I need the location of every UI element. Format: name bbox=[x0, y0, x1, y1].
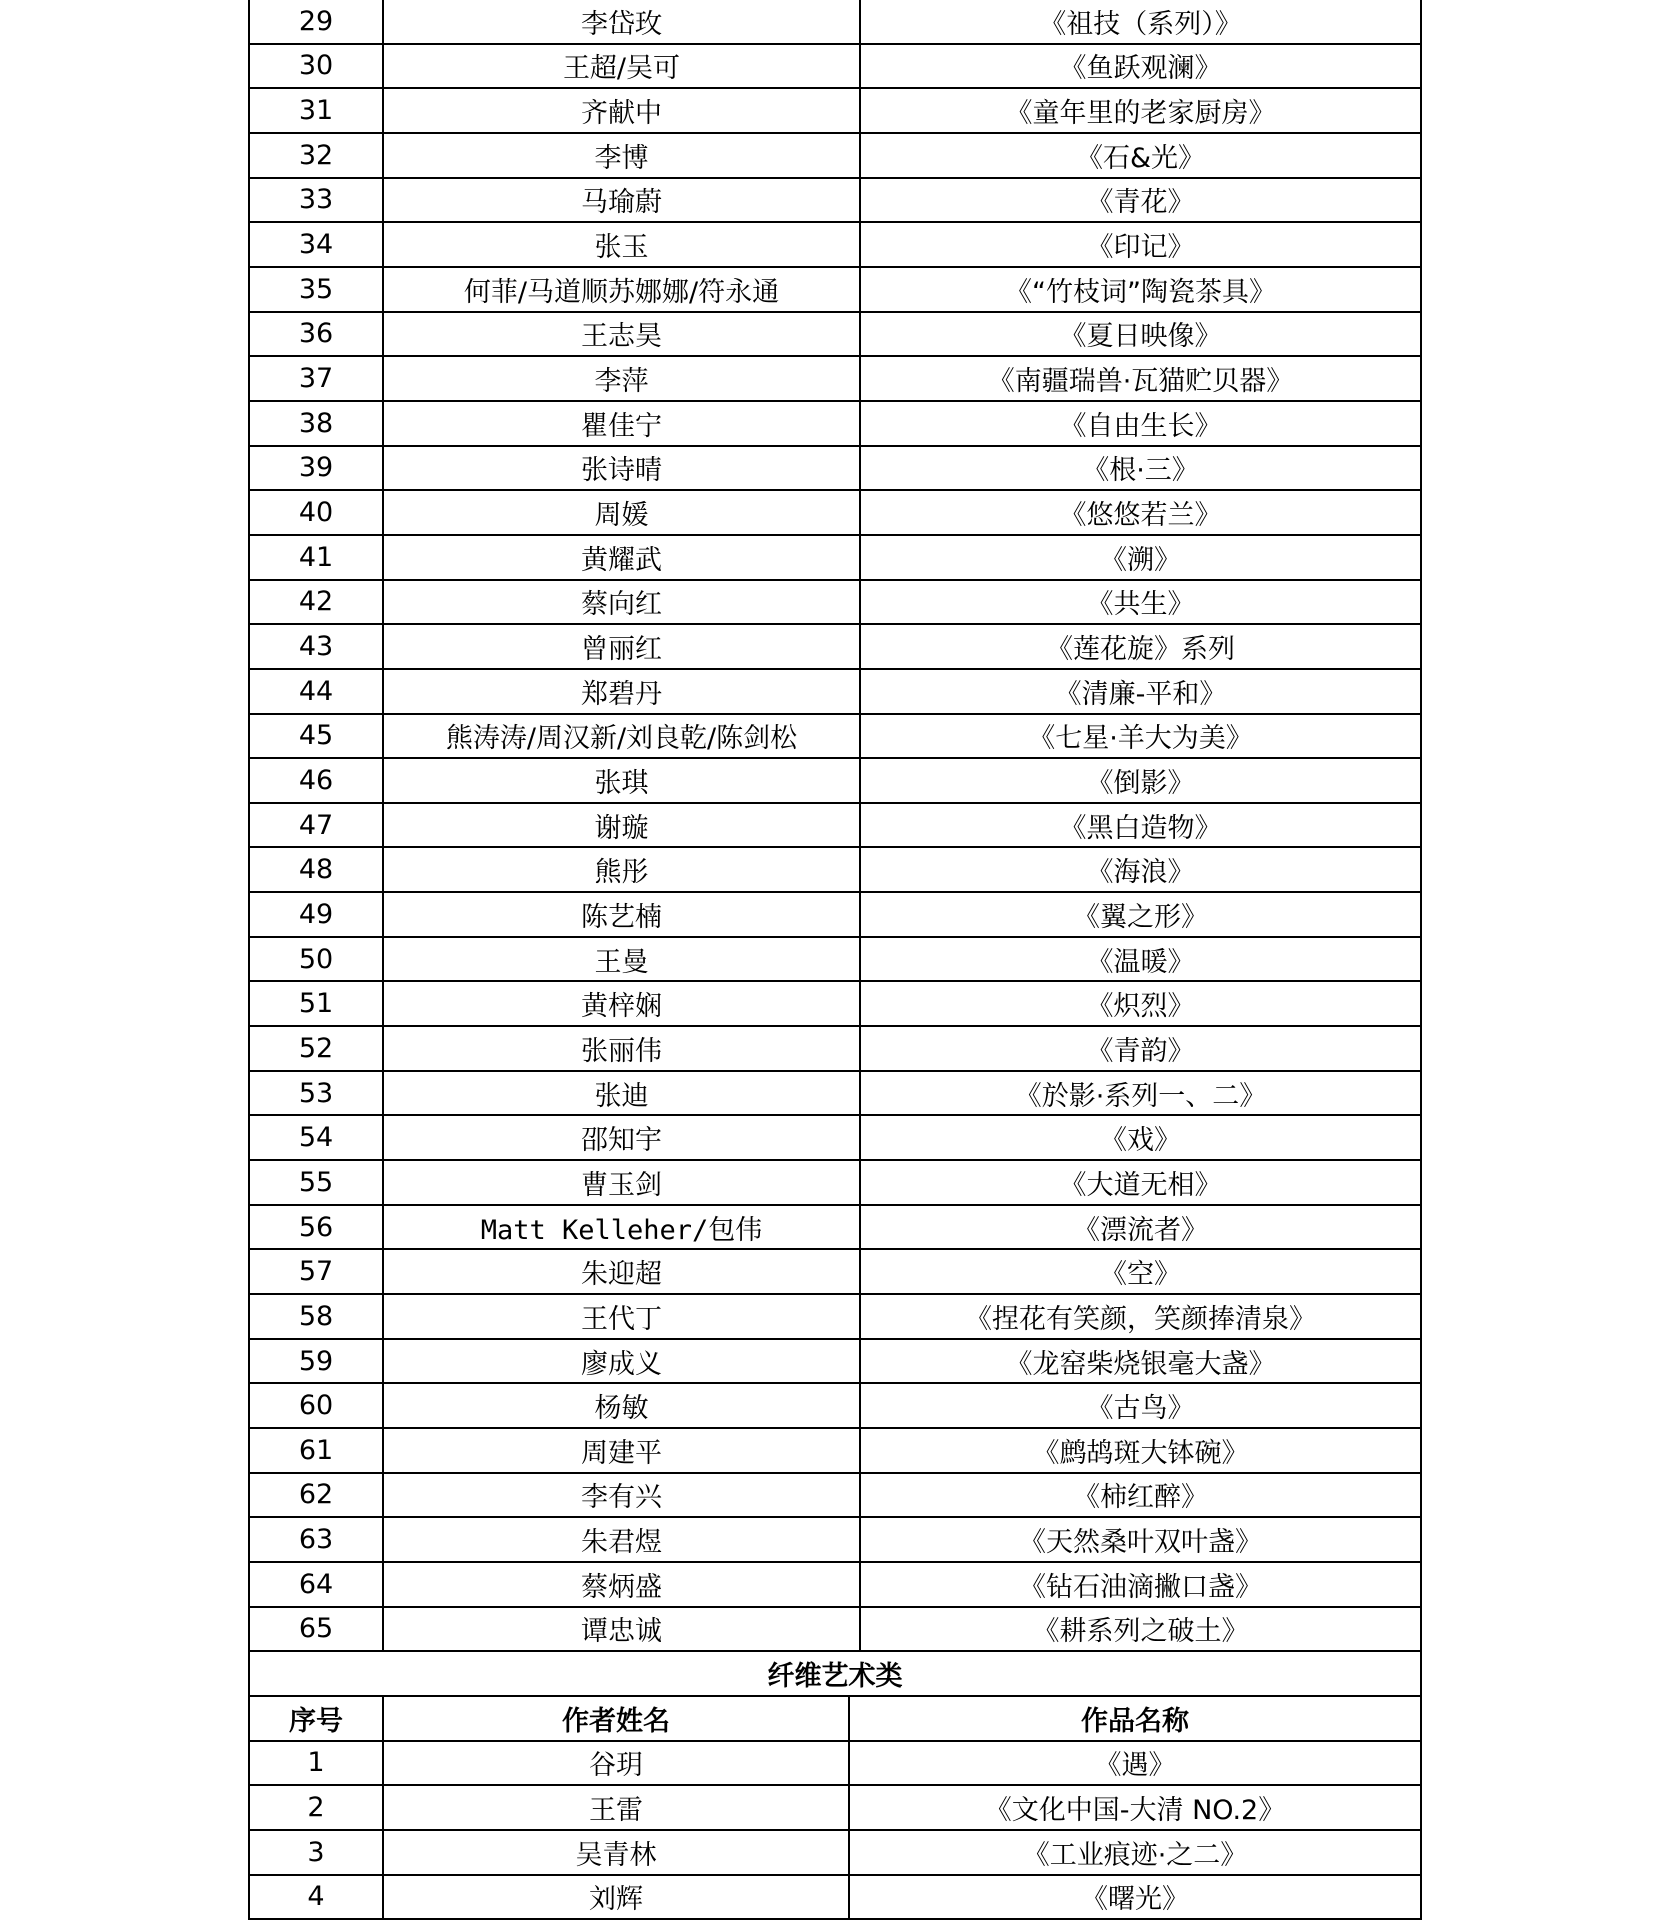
work-title: 《自由生长》 bbox=[1059, 410, 1222, 442]
table-row bbox=[248, 1206, 1422, 1251]
table-row bbox=[248, 536, 1422, 581]
author-name: 谷玥 bbox=[384, 1742, 850, 1785]
row-number: 39 bbox=[250, 447, 384, 490]
table-row bbox=[248, 491, 1422, 536]
row-number: 38 bbox=[250, 402, 384, 445]
work-title: 《青花》 bbox=[1086, 187, 1195, 219]
author-name: 周媛 bbox=[384, 491, 861, 534]
table-row bbox=[248, 268, 1422, 313]
row-number: 54 bbox=[250, 1116, 384, 1159]
table-row bbox=[248, 1518, 1422, 1563]
row-number: 59 bbox=[250, 1340, 384, 1383]
row-number: 40 bbox=[250, 491, 384, 534]
row-number: 36 bbox=[250, 313, 384, 356]
author-name: 王代丁 bbox=[384, 1295, 861, 1338]
table-row bbox=[248, 1429, 1422, 1474]
table-row bbox=[248, 0, 1422, 45]
row-number: 61 bbox=[250, 1429, 384, 1472]
row-number: 42 bbox=[250, 581, 384, 624]
table-row bbox=[248, 402, 1422, 447]
header-author: 作者姓名 bbox=[384, 1697, 850, 1740]
work-title: 《天然桑叶双叶盏》 bbox=[1019, 1527, 1262, 1559]
row-number: 4 bbox=[250, 1876, 384, 1919]
author-name: 齐献中 bbox=[384, 89, 861, 132]
table-row bbox=[248, 670, 1422, 715]
author-name: 谢璇 bbox=[384, 804, 861, 847]
row-number: 30 bbox=[250, 45, 384, 88]
table-row bbox=[248, 1742, 1422, 1787]
row-number: 46 bbox=[250, 759, 384, 802]
table-row bbox=[248, 134, 1422, 179]
table-row bbox=[248, 625, 1422, 670]
row-number: 1 bbox=[250, 1742, 384, 1785]
section-row-fiber bbox=[248, 1652, 1422, 1697]
row-number: 43 bbox=[250, 625, 384, 668]
row-number: 33 bbox=[250, 179, 384, 222]
header-work: 作品名称 bbox=[1081, 1705, 1189, 1737]
row-number: 49 bbox=[250, 893, 384, 936]
section-title: 纤维艺术类 bbox=[767, 1661, 903, 1693]
work-title: 《莲花旋》系列 bbox=[1046, 634, 1235, 666]
author-name: 陈艺楠 bbox=[384, 893, 861, 936]
author-name: 李萍 bbox=[384, 357, 861, 400]
table-row bbox=[248, 715, 1422, 760]
fiber-rows bbox=[248, 1742, 1422, 1921]
table-row bbox=[248, 1876, 1422, 1921]
author-name: 张琪 bbox=[384, 759, 861, 802]
author-name: 周建平 bbox=[384, 1429, 861, 1472]
table-row bbox=[248, 759, 1422, 804]
work-title: 《曙光》 bbox=[1081, 1884, 1189, 1916]
table-row bbox=[248, 1384, 1422, 1429]
work-title: 《古鸟》 bbox=[1086, 1393, 1195, 1425]
work-title: 《温暖》 bbox=[1086, 946, 1195, 978]
work-title: 《共生》 bbox=[1086, 589, 1195, 621]
author-name: 吴青林 bbox=[384, 1831, 850, 1874]
author-name: Matt Kelleher/包伟 bbox=[384, 1206, 861, 1249]
author-name: 杨敏 bbox=[384, 1384, 861, 1427]
work-title: 《印记》 bbox=[1086, 232, 1195, 264]
author-name: 何菲/马道顺苏娜娜/符永通 bbox=[384, 268, 861, 311]
work-title: 《文化中国-大清 NO.2》 bbox=[984, 1795, 1286, 1827]
award-list-table bbox=[248, 0, 1422, 1920]
table-row bbox=[248, 1295, 1422, 1340]
author-name: 廖成义 bbox=[384, 1340, 861, 1383]
work-title: 《祖技（系列）》 bbox=[1039, 8, 1242, 40]
author-name: 曾丽红 bbox=[384, 625, 861, 668]
table-row bbox=[248, 357, 1422, 402]
ceramics-rows bbox=[248, 0, 1422, 1652]
work-title: 《鹧鸪斑大钵碗》 bbox=[1032, 1437, 1249, 1469]
author-name: 李博 bbox=[384, 134, 861, 177]
table-row bbox=[248, 1608, 1422, 1653]
table-row bbox=[248, 848, 1422, 893]
work-title: 《青韵》 bbox=[1086, 1035, 1195, 1067]
table-row bbox=[248, 89, 1422, 134]
row-number: 32 bbox=[250, 134, 384, 177]
row-number: 3 bbox=[250, 1831, 384, 1874]
row-number: 58 bbox=[250, 1295, 384, 1338]
author-name: 王曼 bbox=[384, 938, 861, 981]
table-row bbox=[248, 1831, 1422, 1876]
row-number: 56 bbox=[250, 1206, 384, 1249]
author-name: 王志昊 bbox=[384, 313, 861, 356]
author-name: 瞿佳宁 bbox=[384, 402, 861, 445]
author-name: 张诗晴 bbox=[384, 447, 861, 490]
work-title: 《七星·羊大为美》 bbox=[1028, 723, 1253, 755]
work-title: 《南疆瑞兽·瓦猫贮贝器》 bbox=[987, 366, 1294, 398]
author-name: 熊涛涛/周汉新/刘良乾/陈剑松 bbox=[384, 715, 861, 758]
work-title: 《捏花有笑颜，笑颜捧清泉》 bbox=[965, 1303, 1316, 1335]
author-name: 黄梓娴 bbox=[384, 982, 861, 1025]
author-name: 张玉 bbox=[384, 223, 861, 266]
work-title: 《空》 bbox=[1100, 1259, 1181, 1291]
work-title: 《海浪》 bbox=[1086, 857, 1195, 889]
table-row bbox=[248, 1563, 1422, 1608]
author-name: 李岱玫 bbox=[384, 0, 861, 43]
table-row bbox=[248, 581, 1422, 626]
table-row bbox=[248, 893, 1422, 938]
author-name: 王雷 bbox=[384, 1786, 850, 1829]
work-title: 《工业痕迹·之二》 bbox=[1022, 1839, 1248, 1871]
author-name: 谭忠诚 bbox=[384, 1608, 861, 1651]
row-number: 35 bbox=[250, 268, 384, 311]
row-number: 34 bbox=[250, 223, 384, 266]
author-name: 黄耀武 bbox=[384, 536, 861, 579]
work-title: 《柿红醉》 bbox=[1073, 1482, 1208, 1514]
table-row bbox=[248, 1072, 1422, 1117]
work-title: 《遇》 bbox=[1094, 1750, 1176, 1782]
author-name: 刘辉 bbox=[384, 1876, 850, 1919]
work-title: 《翼之形》 bbox=[1073, 901, 1208, 933]
table-row bbox=[248, 223, 1422, 268]
row-number: 44 bbox=[250, 670, 384, 713]
work-title: 《漂流者》 bbox=[1073, 1214, 1208, 1246]
row-number: 55 bbox=[250, 1161, 384, 1204]
row-number: 64 bbox=[250, 1563, 384, 1606]
row-number: 2 bbox=[250, 1786, 384, 1829]
author-name: 李有兴 bbox=[384, 1474, 861, 1517]
row-number: 41 bbox=[250, 536, 384, 579]
table-row bbox=[248, 45, 1422, 90]
table-row bbox=[248, 1340, 1422, 1385]
author-name: 郑碧丹 bbox=[384, 670, 861, 713]
table-row bbox=[248, 1786, 1422, 1831]
work-title: 《炽烈》 bbox=[1086, 991, 1195, 1023]
row-number: 50 bbox=[250, 938, 384, 981]
work-title: 《钻石油滴撇口盏》 bbox=[1019, 1571, 1262, 1603]
work-title: 《溯》 bbox=[1100, 544, 1181, 576]
row-number: 45 bbox=[250, 715, 384, 758]
row-number: 48 bbox=[250, 848, 384, 891]
row-number: 57 bbox=[250, 1250, 384, 1293]
author-name: 熊彤 bbox=[384, 848, 861, 891]
work-title: 《龙窑柴烧银毫大盏》 bbox=[1005, 1348, 1276, 1380]
work-title: 《童年里的老家厨房》 bbox=[1005, 98, 1276, 130]
work-title: 《“竹枝词”陶瓷茶具》 bbox=[1005, 276, 1276, 308]
row-number: 65 bbox=[250, 1608, 384, 1651]
author-name: 马瑜蔚 bbox=[384, 179, 861, 222]
table-row bbox=[248, 1161, 1422, 1206]
row-number: 47 bbox=[250, 804, 384, 847]
row-number: 62 bbox=[250, 1474, 384, 1517]
work-title: 《耕系列之破土》 bbox=[1032, 1616, 1249, 1648]
table-row bbox=[248, 938, 1422, 983]
row-number: 29 bbox=[250, 0, 384, 43]
work-title: 《清廉-平和》 bbox=[1054, 678, 1227, 710]
row-number: 51 bbox=[250, 982, 384, 1025]
table-row bbox=[248, 1250, 1422, 1295]
row-number: 52 bbox=[250, 1027, 384, 1070]
table-row bbox=[248, 1116, 1422, 1161]
work-title: 《石&光》 bbox=[1075, 142, 1206, 174]
work-title: 《倒影》 bbox=[1086, 767, 1195, 799]
work-title: 《鱼跃观澜》 bbox=[1059, 53, 1222, 85]
table-row bbox=[248, 1474, 1422, 1519]
work-title: 《悠悠若兰》 bbox=[1059, 500, 1222, 532]
row-number: 63 bbox=[250, 1518, 384, 1561]
author-name: 张丽伟 bbox=[384, 1027, 861, 1070]
author-name: 张迪 bbox=[384, 1072, 861, 1115]
work-title: 《黑白造物》 bbox=[1059, 812, 1222, 844]
author-name: 朱迎超 bbox=[384, 1250, 861, 1293]
table-row bbox=[248, 982, 1422, 1027]
row-number: 31 bbox=[250, 89, 384, 132]
author-name: 曹玉剑 bbox=[384, 1161, 861, 1204]
author-name: 蔡炳盛 bbox=[384, 1563, 861, 1606]
work-title: 《戏》 bbox=[1100, 1125, 1181, 1157]
header-number: 序号 bbox=[250, 1697, 384, 1740]
table-row bbox=[248, 804, 1422, 849]
row-number: 53 bbox=[250, 1072, 384, 1115]
author-name: 蔡向红 bbox=[384, 581, 861, 624]
row-number: 37 bbox=[250, 357, 384, 400]
work-title: 《夏日映像》 bbox=[1059, 321, 1222, 353]
table-row bbox=[248, 313, 1422, 358]
author-name: 朱君煜 bbox=[384, 1518, 861, 1561]
work-title: 《於影·系列一、二》 bbox=[1014, 1080, 1267, 1112]
table-header-row bbox=[248, 1697, 1422, 1742]
table-row bbox=[248, 1027, 1422, 1072]
work-title: 《根·三》 bbox=[1082, 455, 1199, 487]
row-number: 60 bbox=[250, 1384, 384, 1427]
table-row bbox=[248, 447, 1422, 492]
author-name: 王超/吴可 bbox=[384, 45, 861, 88]
author-name: 邵知宇 bbox=[384, 1116, 861, 1159]
work-title: 《大道无相》 bbox=[1059, 1169, 1222, 1201]
table-row bbox=[248, 179, 1422, 224]
